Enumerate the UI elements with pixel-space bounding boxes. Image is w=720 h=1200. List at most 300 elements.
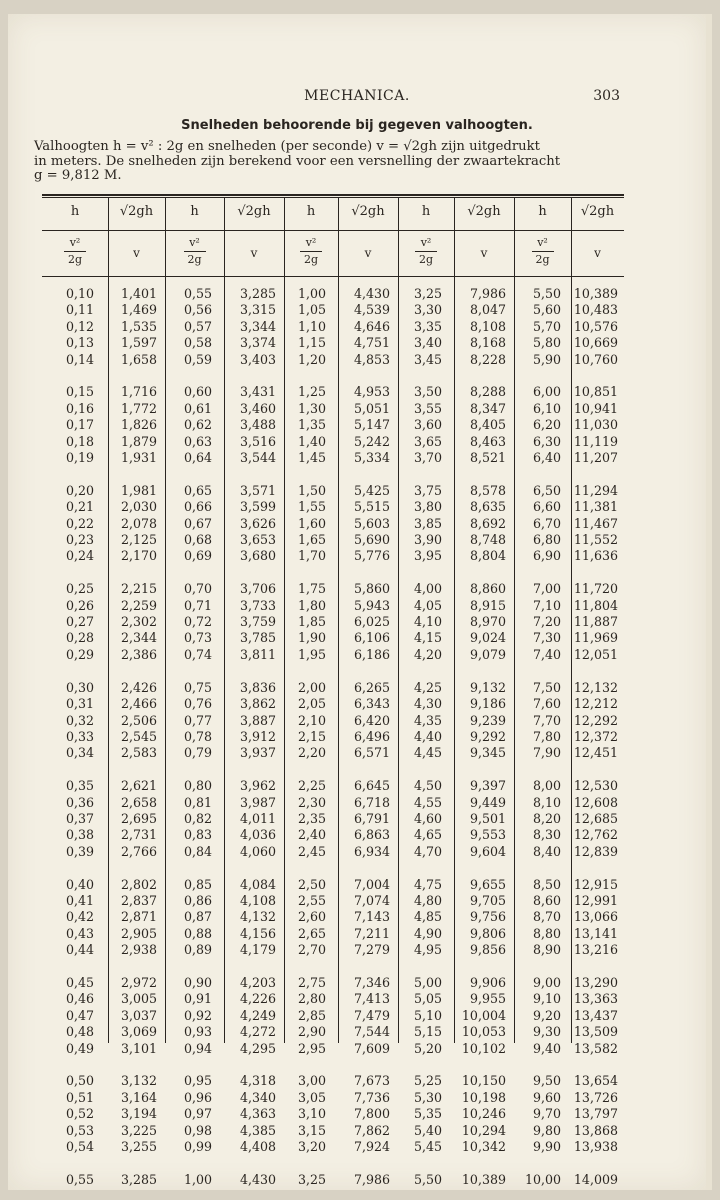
cell-h: 0,62: [183, 417, 212, 433]
cell-v: 11,381: [573, 499, 618, 515]
cell-h: 5,60: [532, 302, 561, 318]
cell-h: 2,35: [297, 810, 326, 826]
cell-h: 0,18: [65, 433, 94, 449]
cell-v: 11,030: [573, 417, 618, 433]
cell-v: 11,207: [573, 450, 618, 466]
header-v: v: [250, 246, 258, 260]
cell-h: 2,15: [297, 728, 326, 744]
cell-h: 0,19: [65, 450, 94, 466]
table-row: [42, 352, 624, 368]
cell-v: 3,653: [239, 532, 276, 548]
cell-v: 9,292: [469, 728, 506, 744]
cell-v: 8,970: [469, 614, 506, 630]
cell-h: 1,50: [297, 482, 326, 498]
cell-v: 10,294: [461, 1122, 506, 1138]
cell-v: 6,718: [353, 794, 390, 810]
header-h: h: [190, 204, 199, 219]
cell-h: 7,40: [532, 646, 561, 662]
cell-h: 3,25: [297, 1171, 326, 1187]
cell-v: 3,005: [120, 991, 157, 1007]
cell-v: 13,726: [573, 1089, 618, 1105]
cell-v: 2,125: [120, 532, 157, 548]
cell-v: 10,576: [573, 318, 618, 334]
cell-v: 1,826: [120, 417, 157, 433]
cell-h: 4,30: [413, 696, 442, 712]
cell-v: 2,344: [120, 630, 157, 646]
table-row: [42, 778, 624, 794]
table-row: [42, 1024, 624, 1040]
cell-v: 7,862: [353, 1122, 390, 1138]
header-sqrt-2gh: √2gh: [119, 204, 154, 219]
cell-v: 1,931: [120, 450, 157, 466]
cell-v: 5,860: [353, 581, 390, 597]
header-sqrt-2gh: √2gh: [237, 204, 271, 219]
group-spacer: [42, 762, 624, 778]
fraction-numerator: v²: [537, 236, 548, 249]
table-row: [42, 713, 624, 729]
cell-h: 5,70: [532, 318, 561, 334]
cell-h: 4,75: [413, 876, 442, 892]
cell-h: 5,10: [413, 1007, 442, 1023]
cell-v: 4,318: [239, 1073, 276, 1089]
fraction-numerator: v²: [420, 236, 432, 249]
cell-h: 2,70: [297, 942, 326, 958]
fraction-bar: [415, 251, 437, 252]
cell-h: 4,55: [413, 794, 442, 810]
cell-h: 0,83: [183, 827, 212, 843]
table-row: [42, 827, 624, 843]
cell-v: 9,345: [469, 745, 506, 761]
cell-h: 0,52: [65, 1106, 94, 1122]
cell-h: 0,44: [65, 942, 94, 958]
cell-h: 3,20: [297, 1139, 326, 1154]
cell-h: 7,00: [532, 581, 561, 597]
cell-v: 13,938: [573, 1139, 618, 1154]
cell-v: 3,962: [239, 778, 276, 794]
cell-v: 2,302: [120, 614, 157, 630]
cell-v: 2,766: [120, 843, 157, 859]
cell-h: 7,60: [532, 696, 561, 712]
cell-h: 0,70: [183, 581, 212, 597]
cell-h: 0,77: [183, 712, 212, 728]
cell-v: 13,868: [573, 1122, 618, 1138]
cell-v: 6,791: [353, 810, 390, 826]
cell-v: 2,506: [120, 712, 157, 728]
cell-h: 0,17: [65, 417, 94, 433]
cell-h: 0,88: [183, 925, 212, 941]
cell-v: 3,937: [239, 745, 276, 761]
cell-h: 0,16: [65, 400, 94, 416]
cell-h: 6,40: [532, 450, 561, 466]
cell-v: 3,255: [120, 1139, 157, 1154]
cell-h: 0,55: [183, 286, 212, 301]
cell-v: 12,608: [573, 794, 618, 810]
table-row: [42, 1123, 624, 1139]
cell-h: 9,10: [532, 991, 561, 1007]
cell-v: 9,806: [469, 925, 506, 941]
cell-h: 8,10: [532, 794, 561, 810]
group-spacer: [42, 368, 624, 384]
cell-h: 0,50: [65, 1073, 94, 1089]
header-fraction-v2-over-2g: [284, 237, 338, 266]
cell-h: 0,30: [65, 679, 94, 695]
cell-h: 9,30: [532, 1024, 561, 1040]
cell-h: 0,86: [183, 892, 212, 908]
cell-v: 9,397: [469, 778, 506, 794]
cell-v: 8,168: [469, 335, 506, 351]
cell-v: 6,106: [353, 630, 390, 646]
table-top-rule: [42, 194, 624, 196]
cell-h: 0,60: [183, 384, 212, 400]
cell-h: 8,20: [532, 810, 561, 826]
table-row: [42, 1041, 624, 1057]
cell-h: 0,74: [183, 646, 212, 662]
cell-v: 8,860: [469, 581, 506, 597]
cell-h: 1,00: [297, 286, 326, 301]
cell-v: 4,060: [239, 843, 276, 859]
cell-h: 0,84: [183, 843, 212, 859]
cell-v: 2,545: [120, 728, 157, 744]
cell-h: 2,55: [297, 892, 326, 908]
cell-v: 10,483: [573, 302, 618, 318]
cell-h: 4,35: [413, 712, 442, 728]
cell-h: 4,25: [413, 679, 442, 695]
table-row: [42, 893, 624, 909]
cell-h: 1,15: [297, 335, 326, 351]
header-sqrt-2gh: √2gh: [580, 204, 615, 219]
intro-line: in meters. De snelheden zijn berekend voor een versnelling der zwaartekracht: [34, 153, 561, 169]
cell-h: 0,53: [65, 1122, 94, 1138]
cell-h: 0,61: [183, 400, 212, 416]
cell-h: 1,90: [297, 630, 326, 646]
cell-h: 9,60: [532, 1089, 561, 1105]
cell-h: 3,05: [297, 1089, 326, 1105]
cell-h: 0,35: [65, 778, 94, 794]
cell-h: 1,05: [297, 302, 326, 318]
cell-h: 3,85: [413, 515, 442, 531]
cell-h: 0,26: [65, 597, 94, 613]
cell-v: 7,074: [353, 892, 390, 908]
fraction-bar: [300, 251, 322, 252]
cell-v: 5,147: [353, 417, 390, 433]
cell-h: 0,81: [183, 794, 212, 810]
cell-h: 0,22: [65, 515, 94, 531]
cell-v: 4,249: [239, 1007, 276, 1023]
header-fraction-v2-over-2g: [42, 237, 108, 266]
cell-v: 8,463: [469, 433, 506, 449]
cell-v: 9,955: [469, 991, 506, 1007]
cell-h: 0,13: [65, 335, 94, 351]
cell-h: 6,60: [532, 499, 561, 515]
cell-h: 2,85: [297, 1007, 326, 1023]
cell-v: 3,516: [239, 433, 276, 449]
cell-v: 3,069: [120, 1024, 157, 1040]
header-h: h: [538, 204, 547, 219]
table-row: [42, 975, 624, 991]
cell-v: 7,143: [353, 909, 390, 925]
cell-v: 12,051: [573, 646, 618, 662]
cell-v: 13,582: [573, 1040, 618, 1056]
cell-h: 2,50: [297, 876, 326, 892]
cell-h: 8,80: [532, 925, 561, 941]
cell-h: 0,57: [183, 318, 212, 334]
header-divider-rule: [42, 230, 624, 231]
cell-h: 1,35: [297, 417, 326, 433]
header-h: h: [421, 204, 431, 219]
table-row: [42, 384, 624, 400]
cell-v: 10,669: [573, 335, 618, 351]
cell-h: 0,64: [183, 450, 212, 466]
cell-h: 0,90: [183, 974, 212, 990]
cell-v: 8,748: [469, 532, 506, 548]
header-h: h: [306, 204, 316, 219]
cell-v: 9,186: [469, 696, 506, 712]
cell-v: 4,751: [353, 335, 390, 351]
cell-v: 1,535: [120, 318, 157, 334]
cell-h: 4,50: [413, 778, 442, 794]
cell-h: 4,95: [413, 942, 442, 958]
cell-v: 7,004: [353, 876, 390, 892]
cell-v: 3,194: [120, 1106, 157, 1122]
cell-h: 3,45: [413, 351, 442, 367]
cell-v: 9,655: [469, 876, 506, 892]
cell-h: 2,90: [297, 1024, 326, 1040]
cell-v: 6,571: [353, 745, 390, 761]
table-top-rule-inner: [42, 197, 624, 198]
cell-v: 9,705: [469, 892, 506, 908]
cell-v: 5,690: [353, 532, 390, 548]
fraction-denominator: 2g: [535, 253, 550, 266]
table-row: [42, 335, 624, 351]
cell-v: 8,578: [469, 482, 506, 498]
cell-h: 0,98: [183, 1122, 212, 1138]
cell-v: 11,804: [573, 597, 618, 613]
cell-h: 7,90: [532, 745, 561, 761]
cell-h: 5,30: [413, 1089, 442, 1105]
table-row: [42, 630, 624, 646]
cell-v: 7,924: [353, 1139, 390, 1154]
cell-h: 0,66: [183, 499, 212, 515]
cell-v: 12,451: [573, 745, 618, 761]
table-row: [42, 598, 624, 614]
cell-v: 3,225: [120, 1122, 157, 1138]
cell-v: 1,716: [120, 384, 157, 400]
cell-v: 8,521: [469, 450, 506, 466]
cell-h: 3,60: [413, 417, 442, 433]
cell-h: 0,27: [65, 614, 94, 630]
intro-line: g = 9,812 M.: [34, 168, 122, 183]
cell-v: 11,720: [573, 581, 618, 597]
cell-v: 8,405: [469, 417, 506, 433]
cell-h: 5,50: [413, 1171, 442, 1187]
fraction-denominator: 2g: [67, 253, 83, 266]
cell-v: 3,626: [239, 515, 276, 531]
cell-h: 1,60: [297, 515, 326, 531]
cell-h: 0,32: [65, 712, 94, 728]
fraction-numerator: v²: [69, 236, 81, 249]
table-row: [42, 417, 624, 433]
cell-h: 3,00: [297, 1073, 326, 1089]
group-spacer: [42, 860, 624, 876]
cell-h: 3,25: [413, 286, 442, 301]
cell-h: 0,73: [183, 630, 212, 646]
cell-h: 1,55: [297, 499, 326, 515]
cell-v: 3,862: [239, 696, 276, 712]
cell-h: 8,00: [532, 778, 561, 794]
cell-v: 14,009: [573, 1171, 618, 1187]
cell-h: 2,65: [297, 925, 326, 941]
cell-h: 9,00: [532, 974, 561, 990]
cell-h: 0,46: [65, 991, 94, 1007]
cell-h: 1,65: [297, 532, 326, 548]
cell-h: 9,40: [532, 1040, 561, 1056]
cell-h: 0,45: [65, 974, 94, 990]
cell-h: 0,51: [65, 1089, 94, 1105]
cell-h: 0,40: [65, 876, 94, 892]
cell-v: 1,401: [120, 286, 157, 301]
cell-v: 12,991: [573, 892, 618, 908]
cell-h: 0,15: [65, 384, 94, 400]
cell-h: 0,79: [183, 745, 212, 761]
header-fraction-v2-over-2g: [514, 237, 571, 266]
header-bottom-rule: [42, 276, 624, 277]
cell-v: 9,906: [469, 974, 506, 990]
cell-h: 9,20: [532, 1007, 561, 1023]
cell-h: 4,40: [413, 728, 442, 744]
cell-v: 4,011: [239, 810, 276, 826]
cell-h: 3,90: [413, 532, 442, 548]
cell-h: 3,75: [413, 482, 442, 498]
cell-v: 1,469: [120, 302, 157, 318]
cell-v: 12,292: [573, 712, 618, 728]
cell-v: 7,736: [353, 1089, 390, 1105]
group-spacer: [42, 565, 624, 581]
cell-v: 4,226: [239, 991, 276, 1007]
cell-h: 0,12: [65, 318, 94, 334]
cell-h: 6,90: [532, 548, 561, 564]
cell-h: 7,30: [532, 630, 561, 646]
cell-v: 3,488: [239, 417, 276, 433]
cell-h: 0,23: [65, 532, 94, 548]
cell-v: 10,053: [461, 1024, 506, 1040]
cell-v: 12,839: [573, 843, 618, 859]
cell-v: 12,372: [573, 728, 618, 744]
cell-h: 8,30: [532, 827, 561, 843]
cell-v: 1,981: [120, 482, 157, 498]
cell-h: 9,50: [532, 1073, 561, 1089]
cell-v: 8,915: [469, 597, 506, 613]
cell-h: 0,75: [183, 679, 212, 695]
cell-v: 9,501: [469, 810, 506, 826]
cell-v: 5,425: [353, 482, 390, 498]
cell-h: 4,00: [413, 581, 442, 597]
cell-h: 0,78: [183, 728, 212, 744]
fraction-denominator: 2g: [418, 253, 434, 266]
cell-h: 7,10: [532, 597, 561, 613]
cell-h: 0,38: [65, 827, 94, 843]
cell-v: 2,466: [120, 696, 157, 712]
cell-h: 4,90: [413, 925, 442, 941]
cell-h: 0,21: [65, 499, 94, 515]
table-row: [42, 319, 624, 335]
cell-v: 7,986: [353, 1171, 390, 1187]
cell-v: 3,733: [239, 597, 276, 613]
cell-h: 3,15: [297, 1122, 326, 1138]
cell-v: 10,004: [461, 1007, 506, 1023]
cell-h: 3,65: [413, 433, 442, 449]
cell-v: 6,496: [353, 728, 390, 744]
cell-v: 3,785: [239, 630, 276, 646]
cell-h: 0,14: [65, 351, 94, 367]
cell-v: 4,036: [239, 827, 276, 843]
cell-v: 2,731: [120, 827, 157, 843]
cell-h: 3,40: [413, 335, 442, 351]
cell-v: 13,509: [573, 1024, 618, 1040]
fraction-bar: [184, 251, 206, 252]
cell-h: 7,50: [532, 679, 561, 695]
cell-v: 1,772: [120, 400, 157, 416]
cell-v: 7,800: [353, 1106, 390, 1122]
cell-v: 8,804: [469, 548, 506, 564]
intro-line: Valhoogten h = v² : 2g en snelheden (per seconde) v = √2gh zijn uitgedrukt: [34, 139, 540, 154]
cell-h: 0,59: [183, 351, 212, 367]
cell-h: 9,80: [532, 1122, 561, 1138]
cell-v: 3,403: [239, 351, 276, 367]
cell-h: 6,50: [532, 482, 561, 498]
cell-v: 10,851: [573, 384, 618, 400]
cell-h: 0,20: [65, 482, 94, 498]
cell-h: 4,60: [413, 810, 442, 826]
cell-v: 3,285: [239, 286, 276, 301]
cell-v: 10,941: [573, 400, 618, 416]
cell-v: 2,621: [120, 778, 157, 794]
cell-h: 1,00: [183, 1171, 212, 1187]
header-v: v: [364, 246, 372, 260]
cell-h: 0,24: [65, 548, 94, 564]
cell-v: 2,871: [120, 909, 157, 925]
cell-h: 3,10: [297, 1106, 326, 1122]
cell-h: 1,20: [297, 351, 326, 367]
table-row: [42, 1172, 624, 1188]
cell-v: 3,759: [239, 614, 276, 630]
cell-h: 5,00: [413, 974, 442, 990]
cell-v: 7,211: [353, 925, 390, 941]
cell-h: 1,75: [297, 581, 326, 597]
cell-h: 0,43: [65, 925, 94, 941]
cell-v: 5,242: [353, 433, 390, 449]
cell-h: 4,20: [413, 646, 442, 662]
cell-h: 0,37: [65, 810, 94, 826]
cell-v: 8,347: [469, 400, 506, 416]
table-row: [42, 795, 624, 811]
cell-h: 9,90: [532, 1139, 561, 1154]
cell-h: 2,80: [297, 991, 326, 1007]
cell-v: 2,078: [120, 515, 157, 531]
table-row: [42, 909, 624, 925]
cell-h: 1,40: [297, 433, 326, 449]
cell-v: 6,186: [353, 646, 390, 662]
cell-v: 2,905: [120, 925, 157, 941]
cell-v: 7,544: [353, 1024, 390, 1040]
cell-v: 11,969: [573, 630, 618, 646]
cell-v: 2,658: [120, 794, 157, 810]
cell-v: 11,467: [573, 515, 618, 531]
running-head-title: MECHANICA.: [304, 88, 410, 104]
cell-h: 3,95: [413, 548, 442, 564]
cell-h: 0,87: [183, 909, 212, 925]
cell-h: 0,33: [65, 728, 94, 744]
cell-h: 2,60: [297, 909, 326, 925]
